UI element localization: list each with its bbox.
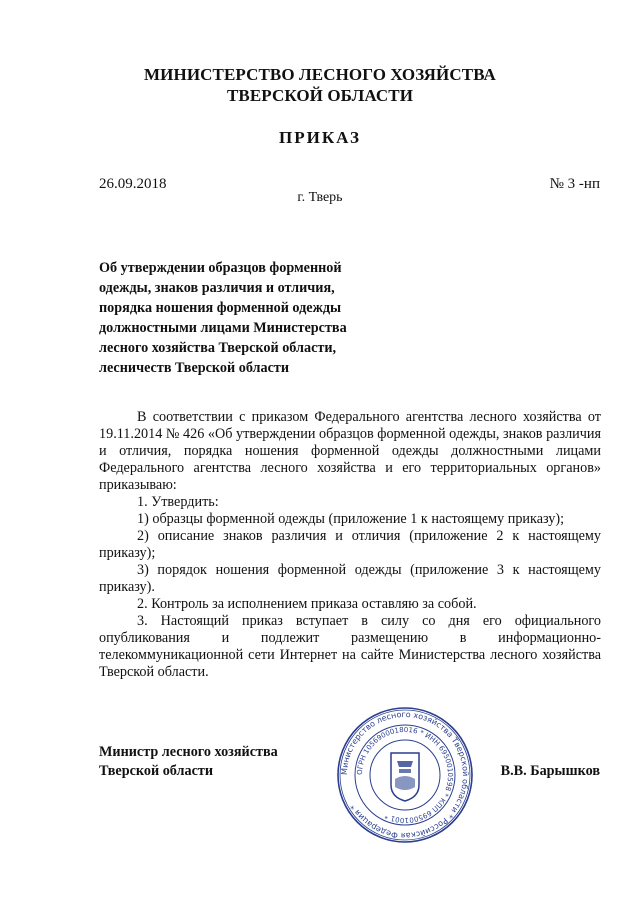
official-seal (335, 705, 475, 845)
order-subitem-3: 3) порядок ношения форменной одежды (приложение 3 к настоящему приказу). (99, 562, 601, 595)
document-city: г. Тверь (297, 190, 343, 205)
document-date: 26.09.2018 (99, 176, 167, 192)
document-number: № 3 -нп (549, 176, 600, 192)
signer-position (99, 743, 278, 781)
preamble-paragraph: В соответствии с приказом Федерального агентства лесного хозяйства от 19.11.2014 № 426 «Об утверждении образцов форменной одежды, знаков различия и отличия, порядка ношения форменной одежды должностными лицами Федерального агентства лесного хозяйства и его территориальных органов» приказываю: (99, 409, 601, 493)
subject-line: лесничеств Тверской области (99, 360, 290, 376)
subject-line: Об утверждении образцов форменной (99, 260, 342, 276)
document-subject (99, 258, 369, 378)
svg-text:ОГРН 1056900018016 * ИНН 69500 (356, 726, 454, 824)
subject-line: одежды, знаков различия и отличия, (99, 280, 335, 296)
order-item-1: 1. Утвердить: (137, 494, 219, 510)
signer-position-line-2: Тверской области (99, 763, 214, 779)
ministry-line-1: МИНИСТЕРСТВО ЛЕСНОГО ХОЗЯЙСТВА (144, 65, 496, 84)
order-subitem-2: 2) описание знаков различия и отличия (приложение 2 к настоящему приказу); (99, 528, 601, 561)
document-body (99, 409, 601, 681)
document-type: ПРИКАЗ (279, 128, 361, 147)
subject-line: должностными лицами Министерства (99, 320, 347, 336)
coat-of-arms-icon (391, 753, 419, 801)
seal-inner-text: ОГРН 1056900018016 * ИНН 6950010598 * КПП 695001001 * (355, 725, 455, 825)
ministry-line-2: ТВЕРСКОЙ ОБЛАСТИ (226, 86, 414, 105)
order-item-2: 2. Контроль за исполнением приказа оставляю за собой. (137, 596, 477, 612)
order-item-3: 3. Настоящий приказ вступает в силу со дня его официального опубликования и подлежит размещению в информационно-телекоммуникационной сети Интернет на сайте Министерства лесного хозяйства Тверской области. (99, 613, 601, 680)
signer-position-line-1: Министр лесного хозяйства (99, 744, 278, 760)
order-subitem-1: 1) образцы форменной одежды (приложение 1 к настоящему приказу); (137, 511, 565, 527)
seal-outer-text: Министерство лесного хозяйства Тверской области * Российская Федерация * (339, 709, 471, 841)
subject-line: лесного хозяйства Тверской области, (99, 340, 337, 356)
subject-line: порядка ношения форменной одежды (99, 300, 342, 316)
ministry-name (0, 64, 640, 106)
signer-name: В.В. Барышков (500, 763, 600, 779)
